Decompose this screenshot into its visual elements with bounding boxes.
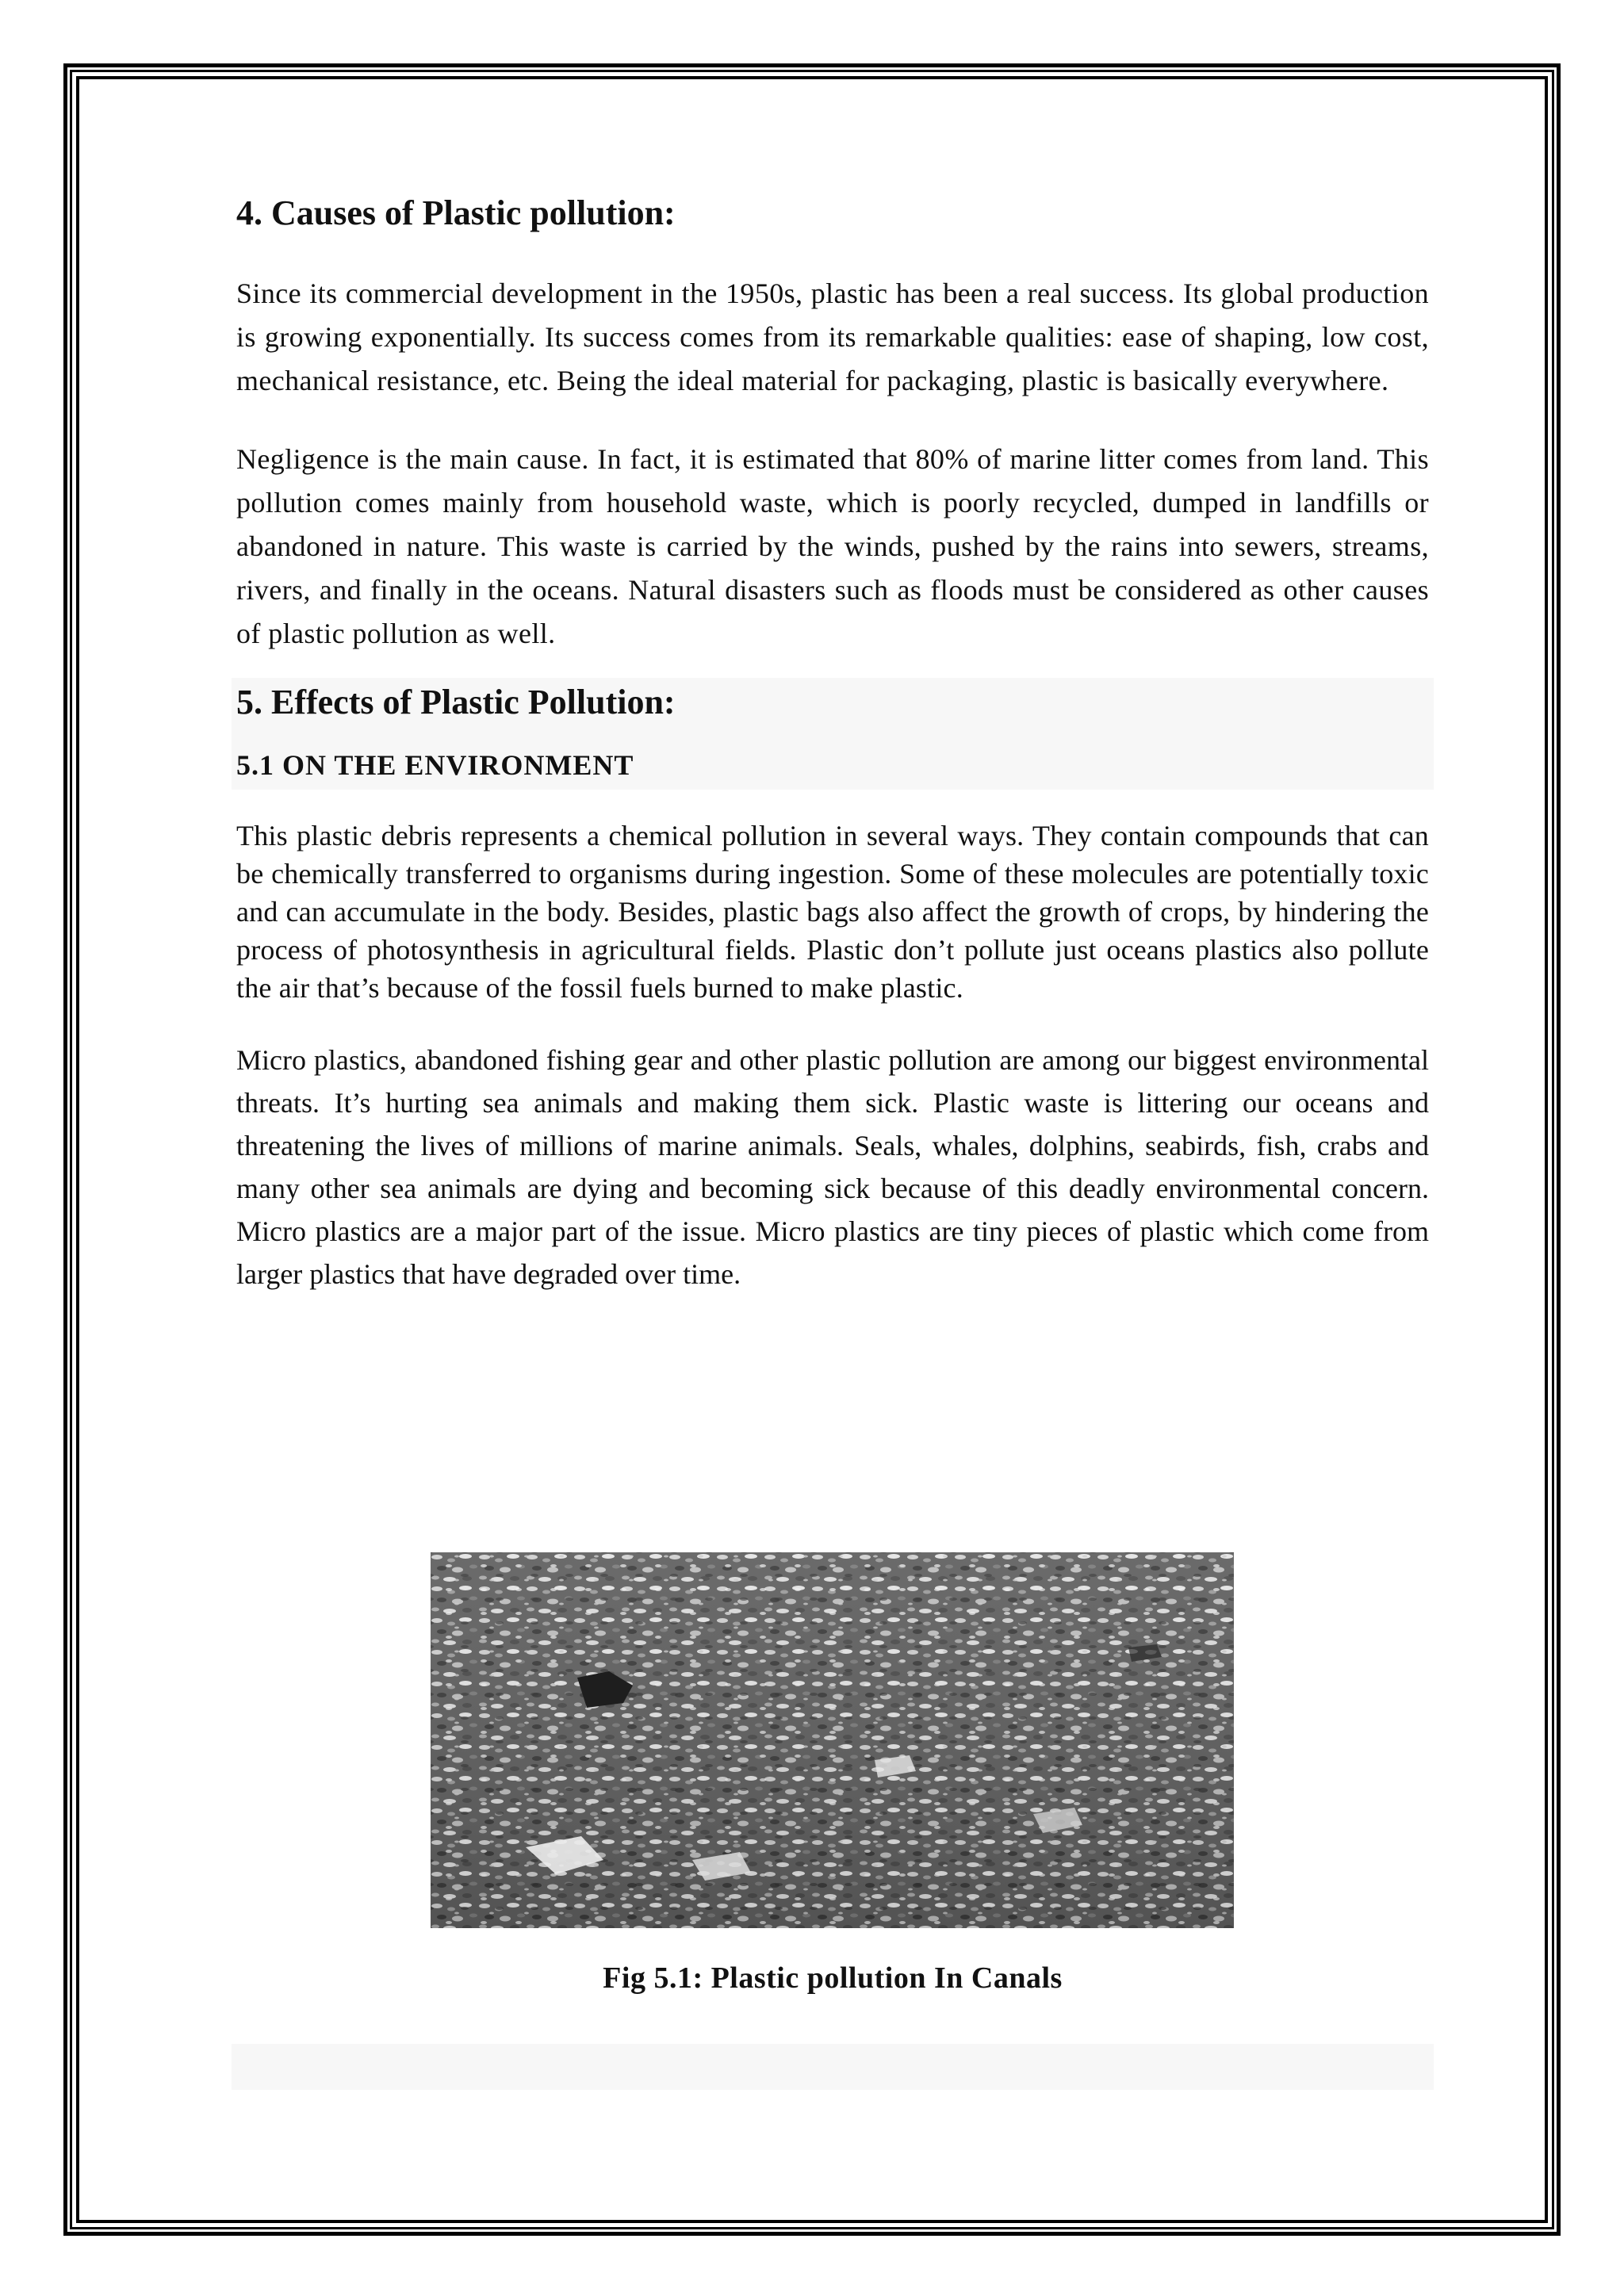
section-5-paragraph-1: This plastic debris represents a chemical pollution in several ways. They contain compounds that can be chemically transferred to organisms during ingestion. Some of these molecules are potentially toxic and can accumulate in the body. Besides, plastic bags also affect the growth of crops, by hindering the process of photosynthesis in agricultural fields. Plastic don’t pollute just oceans plastics also pollute the air that’s because of the fossil fuels burned to make plastic. [236,820,1429,1004]
section-4-paragraph-2: Negligence is the main cause. In fact, it is estimated that 80% of marine litter comes from land. This pollution comes mainly from household waste, which is poorly recycled, dumped in landfills or abandoned in nature. This waste is carried by the winds, pushed by the rains into sewers, streams, rivers, and finally in the oceans. Natural disasters such as floods must be considered as other causes of plastic pollution as well. [236,443,1429,650]
section-5-heading: 5. Effects of Plastic Pollution: [236,683,676,722]
section-5-heading-block [232,678,1434,790]
section-5-paragraph-2: Micro plastics, abandoned fishing gear and other plastic pollution are among our biggest environmental threats. It’s hurting sea animals and making them sick. Plastic waste is littering our oceans and threatening the lives of millions of marine animals. Seals, whales, dolphins, seabirds, fish, crabs and many other sea animals are dying and becoming sick because of this deadly environmental concern. Micro plastics are a major part of the issue. Micro plastics are tiny pieces of plastic which come from larger plastics that have degraded over time. [236,1044,1429,1291]
section-4-heading: 4. Causes of Plastic pollution: [236,193,676,232]
section-4-paragraph-1: Since its commercial development in the 1950s, plastic has been a real success. Its global production is growing exponentially. Its success comes from its remarkable qualities: ease of shaping, low cost, mechanical resistance, etc. Being the ideal material for packaging, plastic is basically everywhere. [236,277,1429,397]
plastic-debris-illustration [431,1552,1234,1928]
page-content [236,190,1429,1295]
empty-shaded-block [232,2044,1434,2090]
plastic-pollution-photo [431,1552,1234,1928]
section-5-1-subheading: 5.1 ON THE ENVIRONMENT [236,749,634,782]
figure-caption: Fig 5.1: Plastic pollution In Canals [603,1961,1063,1995]
